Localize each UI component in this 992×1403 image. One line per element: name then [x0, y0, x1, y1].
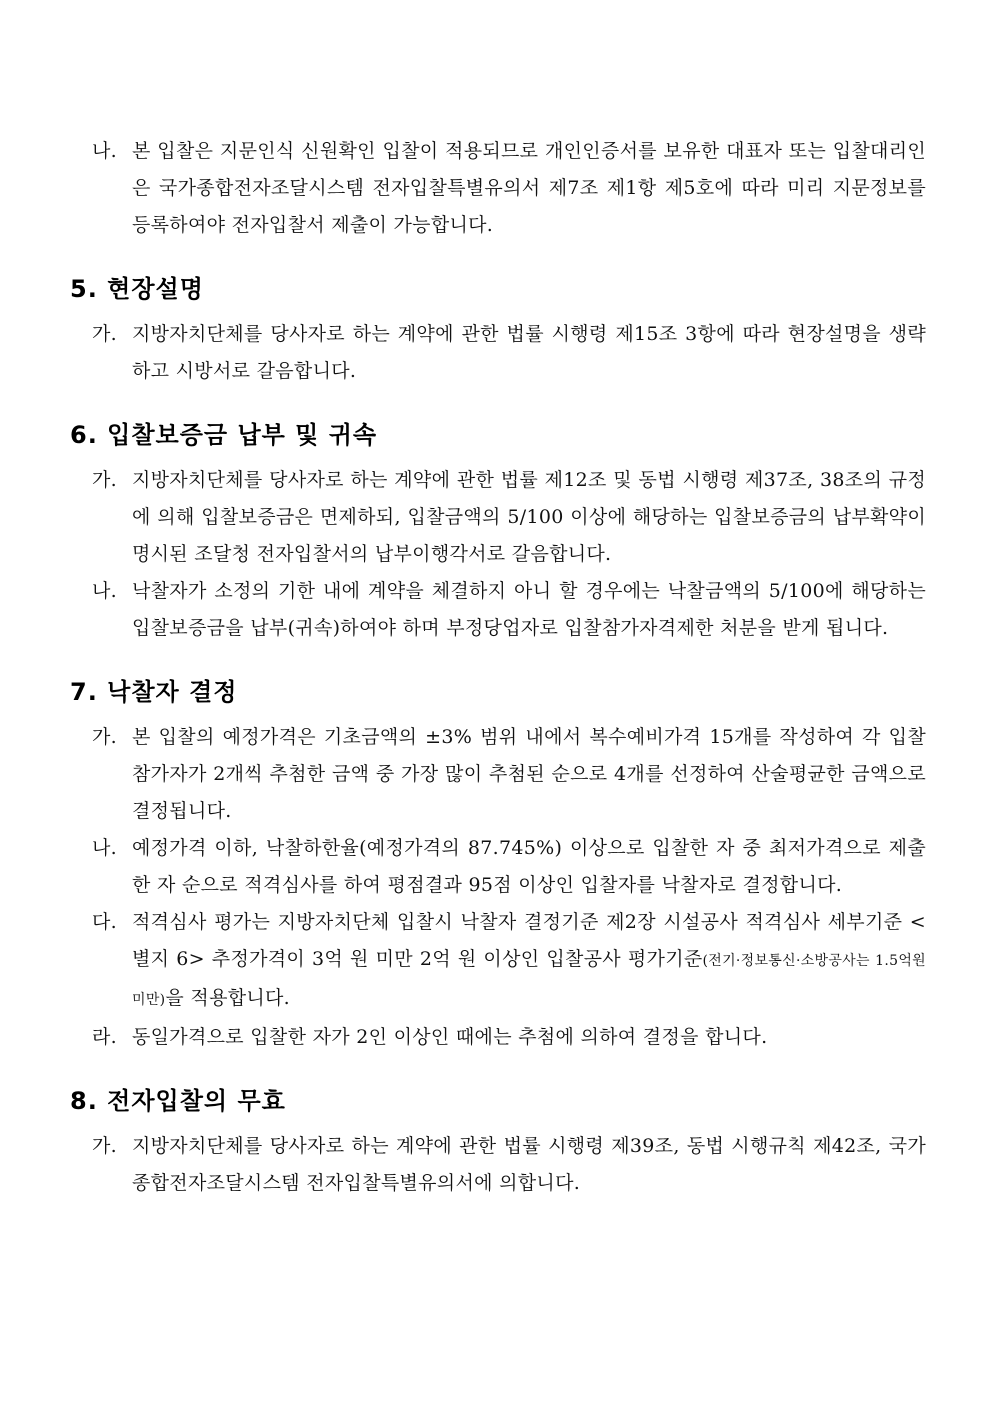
section-title-6: 6. 입찰보증금 납부 및 귀속 [70, 421, 378, 449]
item-marker: 라. [92, 1026, 117, 1048]
item-marker: 가. [92, 726, 117, 748]
section-7-item-ra [70, 1019, 926, 1056]
item-text: 적격심사 평가는 지방자치단체 입찰시 낙찰자 결정기준 제2장 시설공사 적격심사 세부기준 <별지 6> 추정가격이 3억 원 미만 2억 원 이상인 입찰공사 평가기준 [132, 911, 926, 970]
item-text: 예정가격 이하, 낙찰하한율(예정가격의 87.745%) 이상으로 입찰한 자 중 최저가격으로 제출한 자 순으로 적격심사를 하여 평점결과 95점 이상인 입찰자를 낙찰자로 결정합니다. [132, 837, 926, 896]
item-text: 지방자치단체를 당사자로 하는 계약에 관한 법률 제12조 및 동법 시행령 제37조, 38조의 규정에 의해 입찰보증금은 면제하되, 입찰금액의 5/100 이상에 해당하는 입찰보증금의 납부확약이 명시된 조달청 전자입찰서의 납부이행각서로 갈음합니다. [132, 469, 926, 565]
intro-item [70, 133, 926, 244]
item-text-compound [132, 904, 926, 1019]
item-text-tail: 을 적용합니다. [165, 987, 291, 1009]
item-text: 낙찰자가 소정의 기한 내에 계약을 체결하지 아니 할 경우에는 낙찰금액의 5/100에 해당하는 입찰보증금을 납부(귀속)하여야 하며 부정당업자로 입찰참가자격제한 처분을 받게 됩니다. [132, 580, 926, 639]
item-text: 지방자치단체를 당사자로 하는 계약에 관한 법률 시행령 제39조, 동법 시행규칙 제42조, 국가종합전자조달시스템 전자입찰특별유의서에 의합니다. [132, 1135, 926, 1194]
item-marker: 다. [92, 911, 117, 933]
section-5-item-ga [70, 316, 926, 390]
item-marker: 나. [92, 140, 117, 162]
item-marker: 나. [92, 837, 117, 859]
item-text: 동일가격으로 입찰한 자가 2인 이상인 때에는 추첨에 의하여 결정을 합니다. [132, 1026, 768, 1048]
section-title-5: 5. 현장설명 [70, 275, 204, 303]
section-7-item-ga [70, 719, 926, 830]
item-marker: 가. [92, 469, 117, 491]
item-marker: 가. [92, 1135, 117, 1157]
section-7-item-na [70, 830, 926, 904]
item-text: 본 입찰은 지문인식 신원확인 입찰이 적용되므로 개인인증서를 보유한 대표자 또는 입찰대리인은 국가종합전자조달시스템 전자입찰특별유의서 제7조 제1항 제5호에 따라 미리 지문정보를 등록하여야 전자입찰서 제출이 가능합니다. [132, 140, 926, 236]
section-6-item-na [70, 573, 926, 647]
section-7-item-da [70, 904, 926, 1019]
section-8-item-ga [70, 1128, 926, 1202]
item-text: 지방자치단체를 당사자로 하는 계약에 관한 법률 시행령 제15조 3항에 따라 현장설명을 생략하고 시방서로 갈음합니다. [132, 323, 926, 382]
document-content [70, 133, 926, 1202]
item-marker: 가. [92, 323, 117, 345]
section-6-item-ga [70, 462, 926, 573]
item-text-small-note: (전기·정보통신·소방공사는 1.5억원 미만) [132, 953, 926, 1008]
item-text: 본 입찰의 예정가격은 기초금액의 ±3% 범위 내에서 복수예비가격 15개를 작성하여 각 입찰참가자가 2개씩 추첨한 금액 중 가장 많이 추첨된 순으로 4개를 선정하여 산술평균한 금액으로 결정됩니다. [132, 726, 926, 822]
section-title-7: 7. 낙찰자 결정 [70, 678, 238, 706]
item-marker: 나. [92, 580, 117, 602]
section-title-8: 8. 전자입찰의 무효 [70, 1087, 286, 1115]
